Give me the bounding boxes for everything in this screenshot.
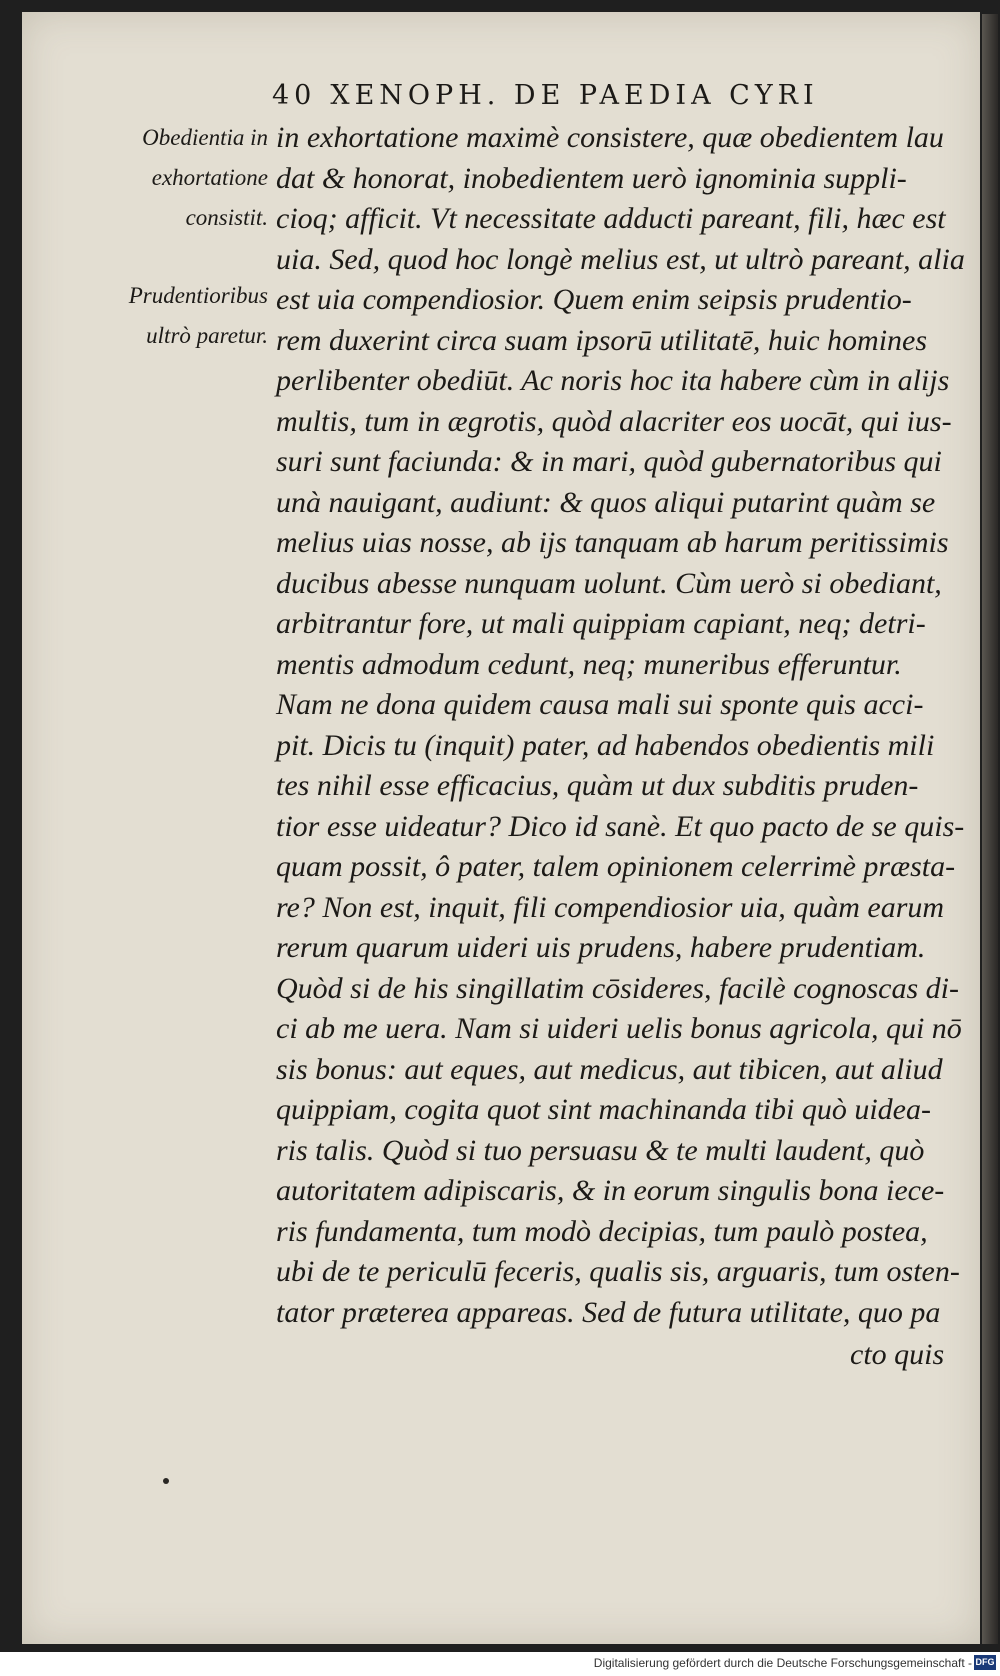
text-line: dat & honorat, inobedientem uerò ignominia suppli- xyxy=(276,161,907,195)
margin-note-line: Obedientia in xyxy=(142,125,268,150)
text-line: sis bonus: aut eques, aut medicus, aut tibicen, aut aliud xyxy=(276,1052,943,1086)
text-line: autoritatem adipiscaris, & in eorum singulis bona iece- xyxy=(276,1174,945,1207)
text-line: ris fundamenta, tum modò decipias, tum paulò postea, xyxy=(276,1214,928,1248)
text-line: tior esse uideatur? Dico id sanè. Et quo pacto de se quis- xyxy=(276,809,965,843)
text-line: Nam ne dona quidem causa mali sui sponte quis acci- xyxy=(276,688,924,721)
footer-bar xyxy=(0,1652,1000,1676)
text-line: ci ab me uera. Nam si uideri uelis bonus agricola, qui nō xyxy=(276,1012,962,1045)
text-line: multis, tum in ægrotis, quòd alacriter eos uocāt, qui ius- xyxy=(276,404,952,438)
margin-note-line: consistit. xyxy=(185,205,268,230)
text-line: tator præterea appareas. Sed de futura utilitate, quo pa xyxy=(276,1295,941,1329)
text-line: Quòd si de his singillatim cōsideres, facilè cognoscas di- xyxy=(276,971,959,1005)
ink-dot xyxy=(163,1478,169,1484)
text-line: melius uias nosse, ab ijs tanquam ab harum peritissimis xyxy=(276,526,949,559)
text-line: quippiam, cogita quot sint machinanda tibi quò uidea- xyxy=(276,1093,931,1126)
margin-note xyxy=(96,118,268,238)
text-line: ducibus abesse nunquam uolunt. Cùm uerò si obediant, xyxy=(276,566,942,600)
text-line: quam possit, ô pater, talem opinionem celerrimè præsta- xyxy=(276,850,956,883)
margin-note-line: Prudentioribus xyxy=(128,283,268,308)
margin-note-line: ultrò paretur. xyxy=(146,323,268,348)
text-line: suri sunt faciunda: & in mari, quòd gubernatoribus qui xyxy=(276,445,942,478)
text-line: rerum quarum uideri uis prudens, habere prudentiam. xyxy=(276,931,926,964)
text-line: est uia compendiosior. Quem enim seipsis prudentio- xyxy=(276,283,912,316)
text-line: ris talis. Quòd si tuo persuasu & te multi laudent, quò xyxy=(276,1133,925,1167)
text-line: mentis admodum cedunt, neq; muneribus efferuntur. xyxy=(276,647,902,681)
page-number: 40 xyxy=(272,80,317,111)
text-line: uia. Sed, quod hoc longè melius est, ut ultrò pareant, alia xyxy=(276,242,965,276)
text-line: in exhortatione maximè consistere, quæ obedientem lau xyxy=(276,121,944,154)
page-edge xyxy=(982,14,998,1644)
text-line: re? Non est, inquit, fili compendiosior uia, quàm earum xyxy=(276,890,945,924)
text-line: rem duxerint circa suam ipsorū utilitatē, huic homines xyxy=(276,323,928,357)
running-head xyxy=(272,80,912,111)
catchword: cto quis xyxy=(850,1338,945,1371)
margin-note xyxy=(96,276,268,356)
text-line: cioq; afficit. Vt necessitate adducti pareant, fili, hæc est xyxy=(276,202,946,235)
dfg-logo-icon: DFG xyxy=(974,1655,996,1670)
text-line: perlibenter obediūt. Ac noris hoc ita habere cùm in alijs xyxy=(276,364,950,397)
text-line: ubi de te periculū feceris, qualis sis, arguaris, tum osten- xyxy=(276,1255,960,1288)
running-title: XENOPH. DE PAEDIA CYRI xyxy=(330,80,819,111)
main-text xyxy=(276,118,965,1333)
text-line: pit. Dicis tu (inquit) pater, ad habendos obedientis mili xyxy=(276,728,935,762)
margin-note-line: exhortatione xyxy=(151,165,268,190)
text-line: unà nauigant, audiunt: & quos aliqui putarint quàm se xyxy=(276,485,936,519)
text-line: arbitrantur fore, ut mali quippiam capiant, neq; detri- xyxy=(276,607,926,640)
footer-credit: Digitalisierung gefördert durch die Deutsche Forschungsgemeinschaft - xyxy=(593,1656,972,1670)
text-line: tes nihil esse efficacius, quàm ut dux subditis pruden- xyxy=(276,769,919,802)
